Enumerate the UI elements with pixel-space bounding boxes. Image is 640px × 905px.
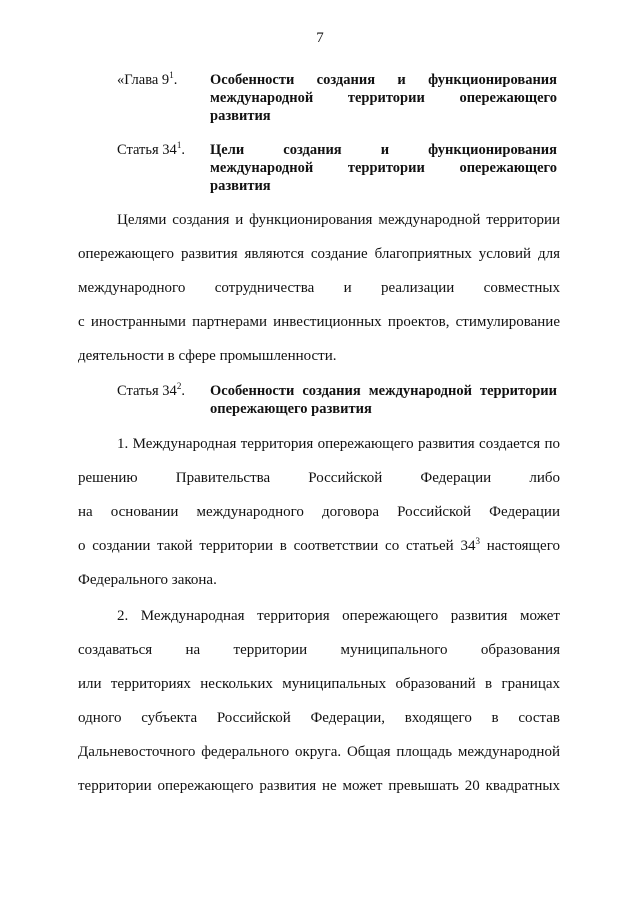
chapter-title-line: Особенности создания и функционирования bbox=[210, 72, 557, 88]
article-title-line: Особенности создания международной территории bbox=[210, 383, 557, 399]
article-title bbox=[210, 141, 557, 195]
paragraph-line-text: настоящего bbox=[479, 538, 560, 554]
paragraph-line: создаваться на территории муниципального образования bbox=[78, 642, 560, 658]
paragraph-line: Целями создания и функционирования международной территории bbox=[117, 212, 560, 228]
paragraph-line: решению Правительства Российской Федерации либо bbox=[78, 470, 560, 486]
chapter-label-suffix: . bbox=[173, 72, 178, 88]
chapter-title-line: международной территории опережающего bbox=[210, 90, 557, 106]
paragraph-line-text: о создании такой территории в соответствии со статьей 34 bbox=[78, 538, 476, 554]
paragraph-line: деятельности в сфере промышленности. bbox=[78, 348, 337, 364]
paragraph-line: Федерального закона. bbox=[78, 572, 217, 588]
body-paragraph bbox=[78, 599, 560, 803]
paragraph-line bbox=[78, 529, 560, 563]
article-title-line: международной территории опережающего bbox=[210, 160, 557, 176]
article-label-text: Статья 34 bbox=[117, 142, 177, 158]
article-label-sup: 1 bbox=[176, 140, 182, 151]
paragraph-line: 1. Международная территория опережающего развития создается по bbox=[117, 436, 560, 452]
chapter-title bbox=[210, 71, 557, 125]
paragraph-line: международного сотрудничества и реализации совместных bbox=[78, 280, 560, 296]
body-paragraph bbox=[78, 203, 560, 373]
paragraph-line: с иностранными партнерами инвестиционных проектов, стимулирование bbox=[78, 314, 560, 330]
chapter-label-sup: 1 bbox=[169, 70, 174, 81]
paragraph-line: или территориях нескольких муниципальных образований в границах bbox=[78, 676, 560, 692]
article-title-line: опережающего развития bbox=[210, 401, 372, 417]
chapter-title-line: развития bbox=[210, 108, 271, 124]
article-label bbox=[117, 141, 185, 159]
paragraph-line: Дальневосточного федерального округа. Общая площадь международной bbox=[78, 744, 560, 760]
paragraph-line: одного субъекта Российской Федерации, входящего в состав bbox=[78, 710, 560, 726]
article-title bbox=[210, 382, 557, 418]
article-label bbox=[117, 382, 185, 400]
article-label-text: Статья 34 bbox=[117, 383, 177, 399]
article-label-suffix: . bbox=[181, 142, 185, 158]
article-reference-sup: 3 bbox=[475, 536, 480, 546]
paragraph-line: опережающего развития являются создание благоприятных условий для bbox=[78, 246, 560, 262]
paragraph-line: территории опережающего развития не может превышать 20 квадратных bbox=[78, 778, 560, 794]
page-number: 7 bbox=[316, 30, 324, 46]
body-paragraph bbox=[78, 427, 560, 597]
paragraph-line: 2. Международная территория опережающего развития может bbox=[117, 608, 560, 624]
chapter-label bbox=[117, 71, 177, 89]
chapter-label-text: «Глава 9 bbox=[117, 72, 170, 88]
article-title-line: развития bbox=[210, 178, 271, 194]
paragraph-line: на основании международного договора Российской Федерации bbox=[78, 504, 560, 520]
article-title-line: Цели создания и функционирования bbox=[210, 142, 557, 158]
article-label-suffix: . bbox=[181, 383, 185, 399]
article-label-sup: 2 bbox=[176, 381, 182, 392]
